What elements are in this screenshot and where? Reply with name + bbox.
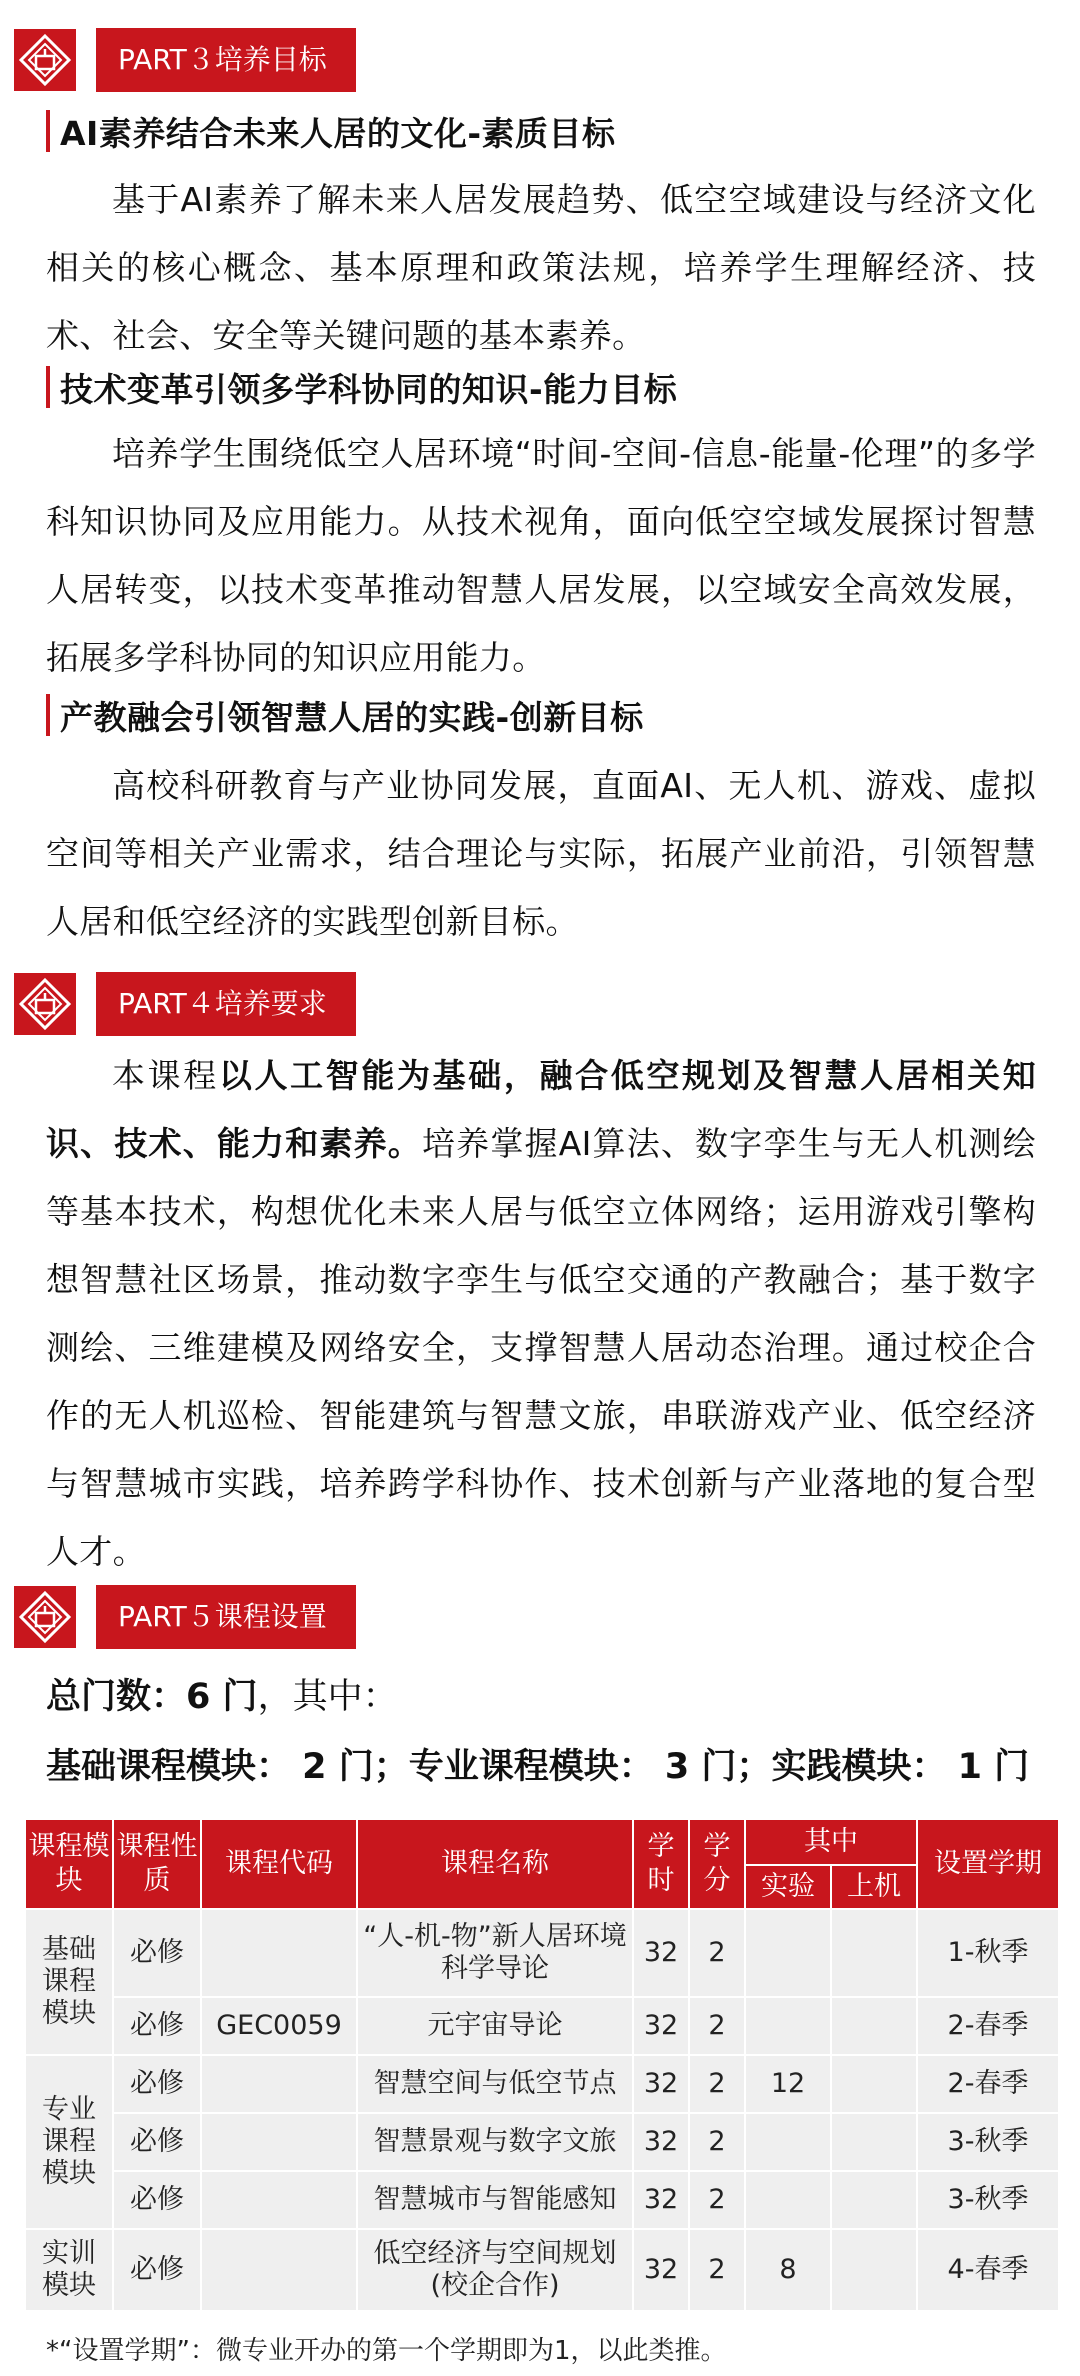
part4-header [14,970,356,1038]
part3-title: PART３培养目标 [96,28,356,92]
section-heading-knowledge: 技术变革引领多学科协同的知识-能力目标 [46,362,677,412]
table-row: 基础课程模块 必修 “人-机-物”新人居环境科学导论 32 2 1-秋季 [25,1909,1059,1997]
section-text-knowledge: 培养学生围绕低空人居环境“时间-空间-信息-能量-伦理”的多学科知识协同及应用能力。从技术视角，面向低空空域发展探讨智慧人居转变，以技术变革推动智慧人居发展，以空域安全高效发展，拓展多学科协同的知识应用能力。 [46,434,1036,677]
header-code: 课程代码 [201,1819,357,1909]
section-heading-quality: AI素养结合未来人居的文化-素质目标 [46,106,616,156]
section-text-quality: 基于AI素养了解未来人居发展趋势、低空空域建设与经济文化相关的核心概念、基本原理和政策法规，培养学生理解经济、技术、社会、安全等关键问题的基本素养。 [46,180,1036,355]
header-semester: 设置学期 [917,1819,1059,1909]
header-name: 课程名称 [357,1819,633,1909]
heading-bar [46,366,50,408]
module-cell: 基础课程模块 [25,1909,113,2055]
section-text-practice: 高校科研教育与产业协同发展，直面AI、无人机、游戏、虚拟空间等相关产业需求，结合理论与实际，拓展产业前沿，引领智慧人居和低空经济的实践型创新目标。 [46,766,1036,941]
part4-text: 本课程以人工智能为基础，融合低空规划及智慧人居相关知识、技术、能力和素养。培养掌握AI算法、数字孪生与无人机测绘等基本技术，构想优化未来人居与低空立体网络；运用游戏引擎构想智慧社区场景，推动数字孪生与低空交通的产教融合；基于数字测绘、三维建模及网络安全，支撑智慧人居动态治理。通过校企合作的无人机巡检、智能建筑与智慧文旅，串联游戏产业、低空经济与智慧城市实践，培养跨学科协作、技术创新与产业落地的复合型人才。 [46,1056,1036,1571]
part4-title: PART４培养要求 [96,972,356,1036]
footnote: *“设置学期”：微专业开办的第一个学期即为1，以此类推。 [46,2336,727,2366]
table-row: 实训模块 必修 低空经济与空间规划(校企合作) 32 2 8 4-春季 [25,2229,1059,2311]
header-hours: 学时 [633,1819,689,1909]
red-diamond-emblem-icon [14,29,76,91]
part3-header [14,26,356,94]
table-row: 必修 智慧景观与数字文旅 32 2 3-秋季 [25,2113,1059,2171]
part5-title: PART５课程设置 [96,1585,356,1649]
course-table [24,1818,1060,2312]
total-count: 总门数：6 门，其中： [46,1677,398,1717]
table-row: 专业课程模块 必修 智慧空间与低空节点 32 2 12 2-春季 [25,2055,1059,2113]
module-counts: 基础课程模块： 2 门；专业课程模块： 3 门；实践模块： 1 门 [46,1747,1030,1787]
red-diamond-emblem-icon [14,1586,76,1648]
heading-bar [46,694,50,736]
header-nature: 课程性质 [113,1819,201,1909]
section-heading-practice: 产教融会引领智慧人居的实践-创新目标 [46,690,644,740]
table-row: 必修 GEC0059 元宇宙导论 32 2 2-春季 [25,1997,1059,2055]
header-module: 课程模块 [25,1819,113,1909]
header-among: 其中 [745,1819,917,1865]
header-lab: 实验 [745,1865,831,1909]
heading-bar [46,110,50,152]
table-row: 必修 智慧城市与智能感知 32 2 3-秋季 [25,2171,1059,2229]
header-computer: 上机 [831,1865,917,1909]
header-credits: 学分 [689,1819,745,1909]
part5-header [14,1583,356,1651]
module-cell: 实训模块 [25,2229,113,2311]
red-diamond-emblem-icon [14,973,76,1035]
module-cell: 专业课程模块 [25,2055,113,2229]
